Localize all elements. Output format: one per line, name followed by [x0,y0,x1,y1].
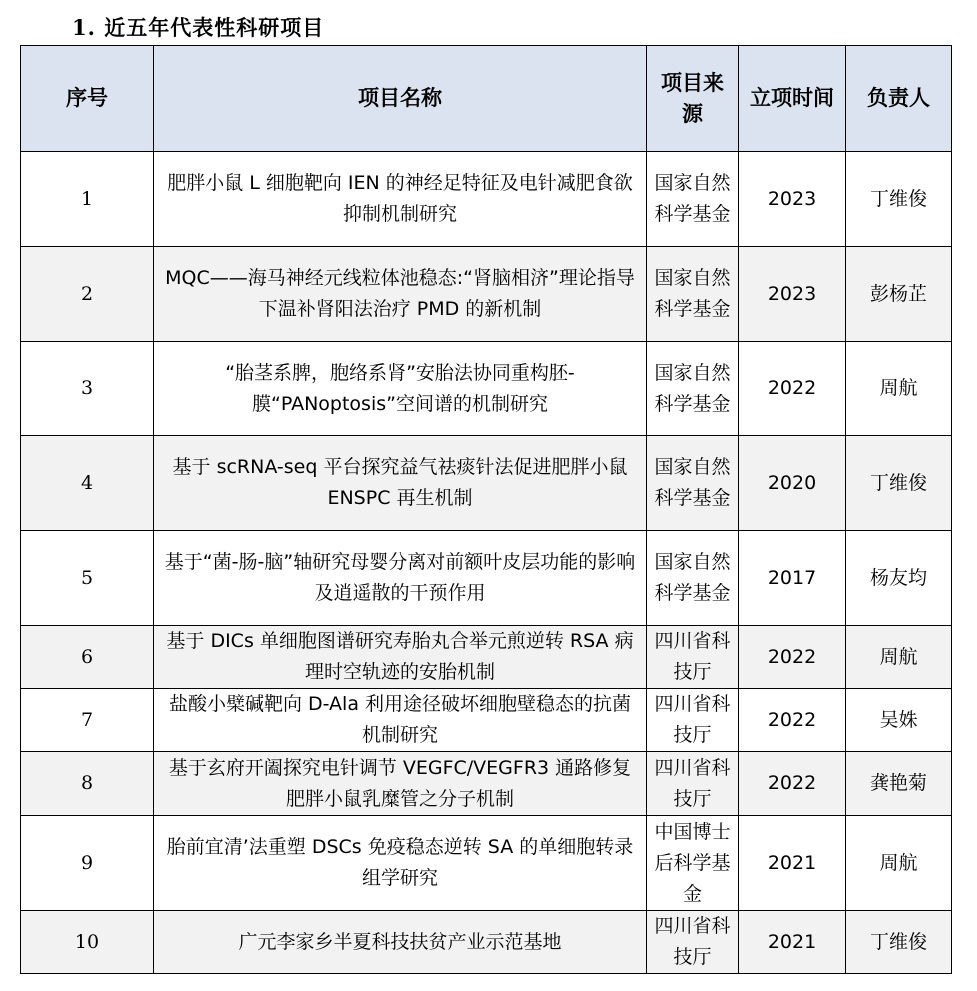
project-name: MQC——海马神经元线粒体池稳态:“肾脑相济”理论指导下温补肾阳法治疗 PMD 的新机制 [154,247,647,342]
project-source: 四川省科技厅 [647,752,739,816]
project-source: 国家自然科学基金 [647,152,739,247]
col-header-source: 项目来源 [647,46,739,152]
col-header-start-year: 立项时间 [739,46,846,152]
table-row [21,752,952,816]
table-row [21,152,952,247]
col-header-leader: 负责人 [846,46,952,152]
table-row [21,436,952,531]
row-index: 6 [21,626,154,689]
project-source: 四川省科技厅 [647,626,739,689]
table-row [21,816,952,911]
project-leader: 丁维俊 [846,911,952,974]
table-header-row [21,46,952,152]
project-name: 肥胖小鼠 L 细胞靶向 IEN 的神经足特征及电针减肥食欲抑制机制研究 [154,152,647,247]
project-name: 广元李家乡半夏科技扶贫产业示范基地 [154,911,647,974]
table-row [21,689,952,752]
project-leader: 周航 [846,626,952,689]
table-row [21,626,952,689]
project-source: 中国博士后科学基金 [647,816,739,911]
row-index: 8 [21,752,154,816]
project-year: 2022 [739,689,846,752]
project-leader: 周航 [846,342,952,436]
project-name: 基于 scRNA-seq 平台探究益气祛痰针法促进肥胖小鼠 ENSPC 再生机制 [154,436,647,531]
project-leader: 丁维俊 [846,152,952,247]
row-index: 9 [21,816,154,911]
section-heading: 1. 近五年代表性科研项目 [72,15,325,40]
project-year: 2022 [739,626,846,689]
project-name: 胎前宜清’法重塑 DSCs 免疫稳态逆转 SA 的单细胞转录组学研究 [154,816,647,911]
project-year: 2023 [739,247,846,342]
row-index: 10 [21,911,154,974]
row-index: 2 [21,247,154,342]
project-leader: 彭杨芷 [846,247,952,342]
project-source: 国家自然科学基金 [647,436,739,531]
project-leader: 周航 [846,816,952,911]
project-leader: 丁维俊 [846,436,952,531]
row-index: 1 [21,152,154,247]
table-row [21,342,952,436]
row-index: 3 [21,342,154,436]
project-source: 四川省科技厅 [647,911,739,974]
project-year: 2022 [739,752,846,816]
project-year: 2022 [739,342,846,436]
row-index: 7 [21,689,154,752]
project-year: 2021 [739,911,846,974]
project-year: 2023 [739,152,846,247]
row-index: 5 [21,531,154,626]
col-header-index: 序号 [21,46,154,152]
project-source: 国家自然科学基金 [647,531,739,626]
table-row [21,247,952,342]
project-source: 国家自然科学基金 [647,247,739,342]
project-leader: 龚艳菊 [846,752,952,816]
project-year: 2021 [739,816,846,911]
project-name: 基于 DICs 单细胞图谱研究寿胎丸合举元煎逆转 RSA 病理时空轨迹的安胎机制 [154,626,647,689]
project-source: 四川省科技厅 [647,689,739,752]
table-row [21,911,952,974]
project-name: 盐酸小檗碱靶向 D-Ala 利用途径破坏细胞壁稳态的抗菌机制研究 [154,689,647,752]
project-year: 2017 [739,531,846,626]
projects-table [20,45,952,974]
project-name: “胎茎系脾，胞络系肾”安胎法协同重构胚-膜“PANoptosis”空间谱的机制研究 [154,342,647,436]
project-name: 基于“菌-肠-脑”轴研究母婴分离对前额叶皮层功能的影响及逍遥散的干预作用 [154,531,647,626]
row-index: 4 [21,436,154,531]
project-source: 国家自然科学基金 [647,342,739,436]
project-leader: 吴姝 [846,689,952,752]
col-header-project-name: 项目名称 [154,46,647,152]
table-row [21,531,952,626]
project-name: 基于玄府开阖探究电针调节 VEGFC/VEGFR3 通路修复肥胖小鼠乳糜管之分子机制 [154,752,647,816]
project-leader: 杨友均 [846,531,952,626]
project-year: 2020 [739,436,846,531]
